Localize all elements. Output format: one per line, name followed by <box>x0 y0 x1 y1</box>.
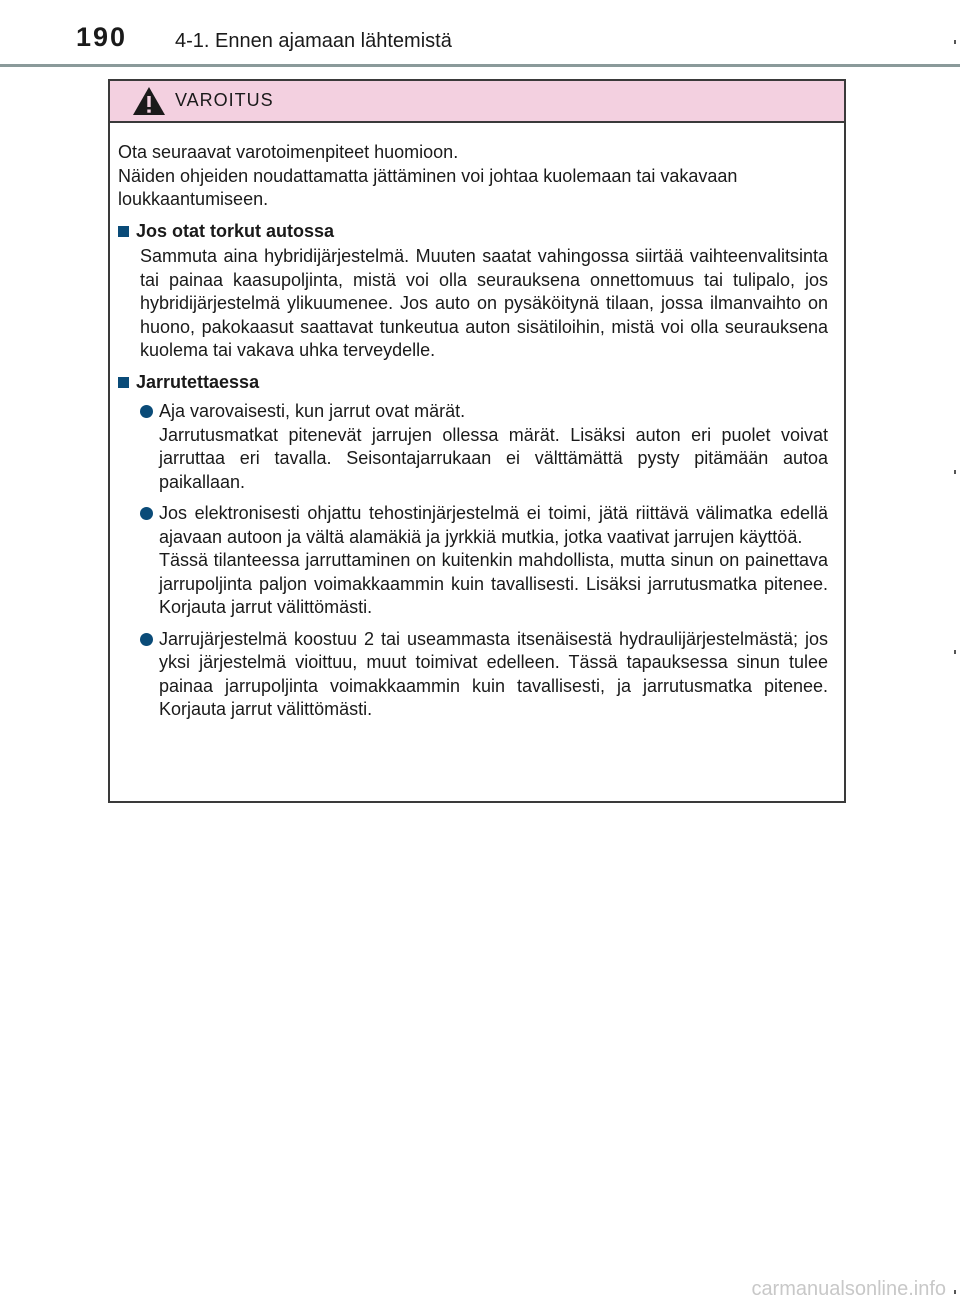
page-number: 190 <box>76 22 128 52</box>
header-rule <box>0 64 960 67</box>
intro-line: Näiden ohjeiden noudattamatta jättäminen voi johtaa kuolemaan tai vakavaan loukkaantumiseen. <box>118 165 738 209</box>
warning-triangle-icon <box>132 86 166 116</box>
list-item <box>140 502 828 620</box>
circle-bullet-icon <box>140 507 153 520</box>
circle-bullet-icon <box>140 633 153 646</box>
warning-header <box>110 81 844 123</box>
section-heading-text: Jos otat torkut autossa <box>136 220 335 241</box>
edge-tick <box>954 1290 956 1294</box>
warning-box <box>108 79 846 803</box>
watermark-link[interactable]: carmanualsonline.info <box>751 1278 946 1300</box>
circle-bullet-icon <box>140 405 153 418</box>
section-heading <box>118 371 828 395</box>
section-heading <box>118 220 828 244</box>
list-item-text: Jarrujärjestelmä koostuu 2 tai useammasta itsenäisestä hydraulijärjestelmästä; jos yksi järjestelmä vioittuu, muut toimivat edelleen. Tässä tapauksessa sinun tulee painaa jarrupoljinta voimakkaammin kuin tavallisesti, ja jarrutusmatka pitenee. Korjauta jarrut välittömästi. <box>159 628 828 719</box>
list-item-text: Aja varovaisesti, kun jarrut ovat märät. <box>159 401 466 421</box>
section-title: 4-1. Ennen ajamaan lähtemistä <box>175 30 452 52</box>
warning-intro <box>118 141 828 212</box>
edge-tick <box>954 40 956 44</box>
edge-tick <box>954 650 956 654</box>
list-item <box>140 400 828 494</box>
square-bullet-icon <box>118 377 129 388</box>
square-bullet-icon <box>118 226 129 237</box>
warning-label: VAROITUS <box>175 90 274 110</box>
warning-body <box>110 123 844 722</box>
list-item-text: Jarrutusmatkat pitenevät jarrujen ollessa märät. Lisäksi auton eri puolet voivat jarruttaa eri tavalla. Seisontajarrukaan ei välttämättä pysty pitämään autoa paikallaan. <box>159 424 828 492</box>
list-item-text: Jos elektronisesti ohjattu tehostinjärjestelmä ei toimi, jätä riittävä välimatka edellä ajavaan autoon ja vältä alamäkiä ja jyrkkiä mutkia, jotka vaativat jarrujen käyttöä. <box>159 503 828 547</box>
list-item-text: Tässä tilanteessa jarruttaminen on kuitenkin mahdollista, mutta sinun on painettava jarrupoljinta paljon voimakkaammin kuin tavallisesti. Lisäksi jarrutusmatka pitenee. Korjauta jarrut välittömästi. <box>159 550 828 617</box>
section-heading-text: Jarrutettaessa <box>136 371 260 392</box>
list-item <box>140 628 828 722</box>
section-text: Sammuta aina hybridijärjestelmä. Muuten saatat vahingossa siirtää vaihteenvalitsinta tai painaa kaasupoljinta, mistä voi olla seurauksena onnettomuus tai tulipalo, jos hybridijärjestelmä ylikuumenee. Jos auto on pysäköitynä tilaan, jossa ilmanvaihto on huono, pakokaasut saattavat tunkeutua auton sisätiloihin, mistä voi olla seurauksena kuolema tai vakava uhka terveydelle. <box>140 246 828 360</box>
edge-tick <box>954 470 956 474</box>
intro-line: Ota seuraavat varotoimenpiteet huomioon. <box>118 142 459 162</box>
